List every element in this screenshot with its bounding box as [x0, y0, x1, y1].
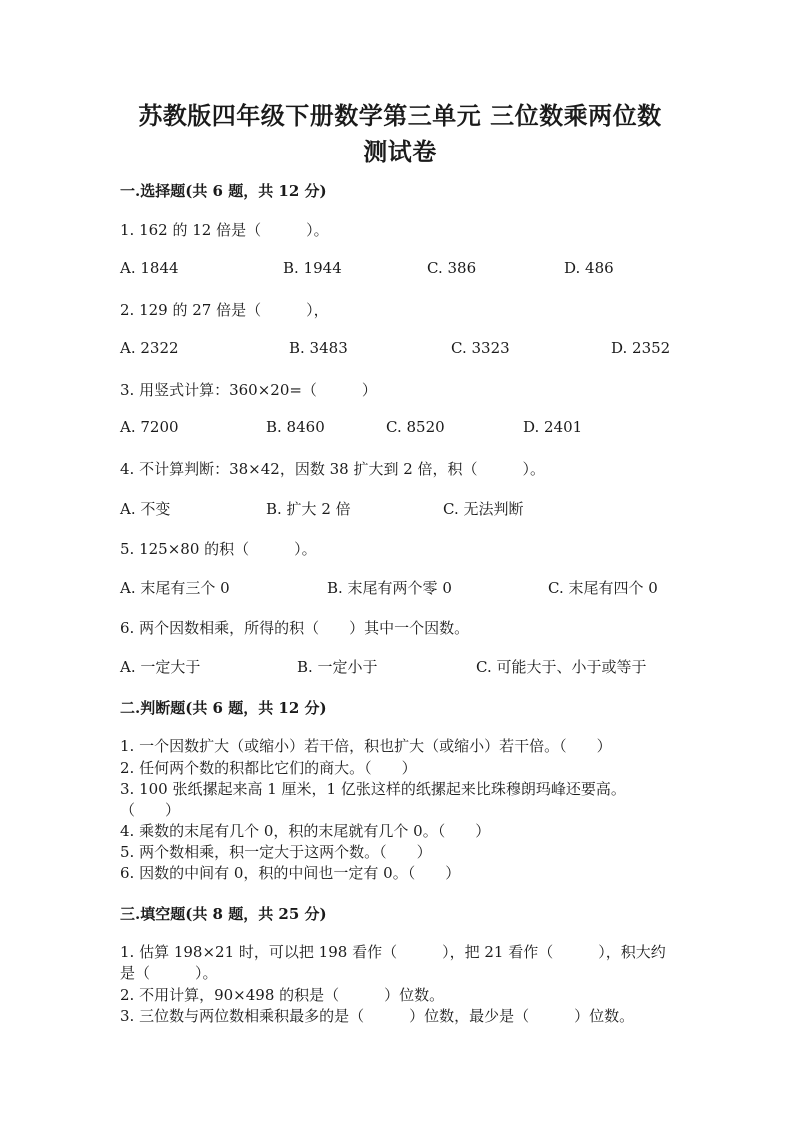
question-line: 是（ ）。: [120, 964, 218, 982]
option-a: A. 不变: [120, 500, 171, 518]
page-title-line-1: 苏教版四年级下册数学第三单元 三位数乘两位数: [138, 101, 662, 130]
section-heading-judgement: 二.判断题(共 6 题，共 12 分): [120, 699, 327, 717]
option-a: A. 1844: [120, 259, 179, 277]
option-a: A. 7200: [120, 418, 179, 436]
question-text: 1. 162 的 12 倍是（ ）。: [120, 221, 329, 239]
section-heading-fill-blank: 三.填空题(共 8 题，共 25 分): [120, 905, 327, 923]
option-c: C. 386: [427, 259, 477, 277]
statement-line: 5. 两个数相乘，积一定大于这两个数。（ ）: [120, 843, 432, 861]
statement-line: 4. 乘数的末尾有几个 0，积的末尾就有几个 0。（ ）: [120, 822, 491, 840]
statement-line: 6. 因数的中间有 0，积的中间也一定有 0。（ ）: [120, 864, 461, 882]
question-text: 4. 不计算判断：38×42，因数 38 扩大到 2 倍，积（ ）。: [120, 460, 546, 478]
option-c: C. 无法判断: [443, 500, 524, 518]
question-line: 1. 估算 198×21 时，可以把 198 看作（ ），把 21 看作（ ），积大约: [120, 943, 666, 961]
question-text: 2. 129 的 27 倍是（ ），: [120, 301, 329, 319]
question-line: 3. 三位数与两位数相乘积最多的是（ ）位数，最少是（ ）位数。: [120, 1007, 635, 1025]
option-d: D. 2401: [523, 418, 583, 436]
statement-line: 3. 100 张纸摞起来高 1 厘米，1 亿张这样的纸摞起来比珠穆朗玛峰还要高。: [120, 780, 626, 798]
statement-line: （ ）: [120, 801, 181, 819]
statement-line: 2. 任何两个数的积都比它们的商大。（ ）: [120, 759, 417, 777]
section-heading-choice: 一.选择题(共 6 题，共 12 分): [120, 182, 327, 200]
statement-line: 1. 一个因数扩大（或缩小）若干倍，积也扩大（或缩小）若干倍。（ ）: [120, 737, 612, 755]
question-text: 3. 用竖式计算：360×20=（ ）: [120, 381, 377, 399]
option-b: B. 3483: [289, 339, 348, 357]
option-d: D. 2352: [611, 339, 671, 357]
question-text: 6. 两个因数相乘，所得的积（ ）其中一个因数。: [120, 619, 470, 637]
option-c: C. 可能大于、小于或等于: [476, 658, 647, 676]
option-c: C. 末尾有四个 0: [548, 579, 658, 597]
option-a: A. 一定大于: [120, 658, 201, 676]
option-b: B. 末尾有两个零 0: [327, 579, 452, 597]
option-b: B. 1944: [283, 259, 342, 277]
option-c: C. 8520: [386, 418, 445, 436]
option-c: C. 3323: [451, 339, 510, 357]
option-b: B. 8460: [266, 418, 325, 436]
question-text: 5. 125×80 的积（ ）。: [120, 540, 317, 558]
option-a: A. 末尾有三个 0: [120, 579, 230, 597]
page-title-line-2: 测试卷: [363, 137, 437, 166]
option-a: A. 2322: [120, 339, 179, 357]
question-line: 2. 不用计算，90×498 的积是（ ）位数。: [120, 986, 445, 1004]
option-b: B. 一定小于: [297, 658, 378, 676]
option-d: D. 486: [564, 259, 614, 277]
option-b: B. 扩大 2 倍: [266, 500, 351, 518]
